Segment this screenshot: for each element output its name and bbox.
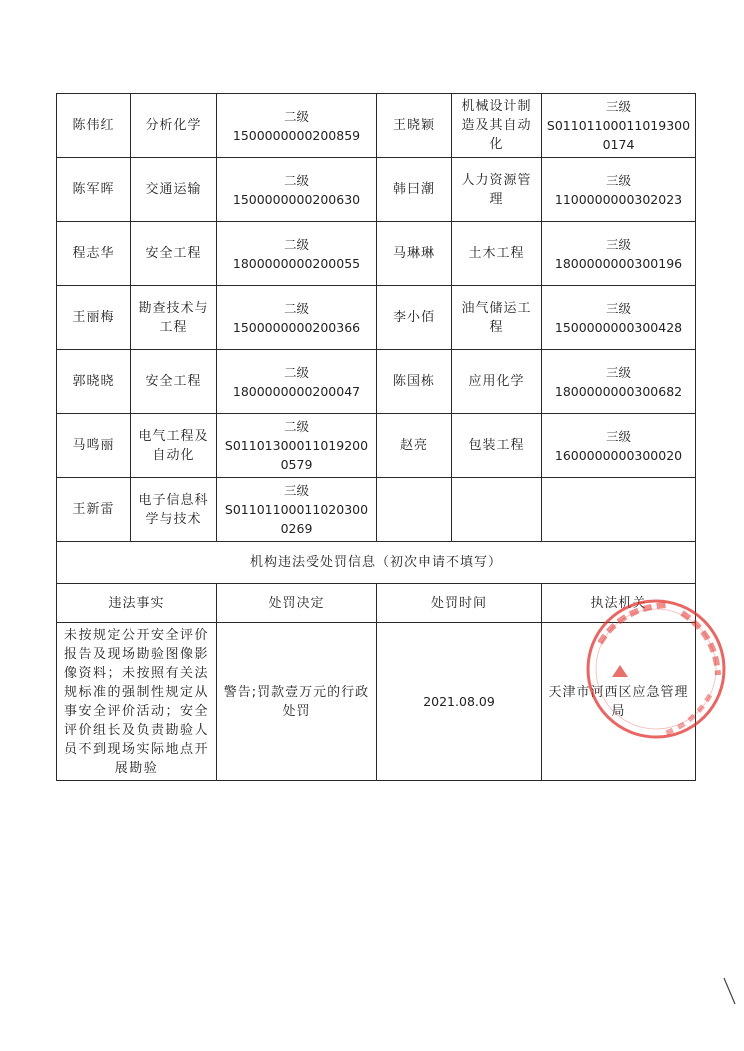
penalty-section-title: 机构违法受处罚信息（初次申请不填写） xyxy=(57,542,696,584)
person-major: 应用化学 xyxy=(452,350,542,414)
person-name: 程志华 xyxy=(57,222,131,286)
person-major: 电气工程及自动化 xyxy=(131,414,217,478)
personnel-row xyxy=(57,286,696,350)
penalty-header-row xyxy=(57,584,696,623)
person-name: 王晓颖 xyxy=(377,94,452,158)
person-level: 二级 xyxy=(283,172,309,188)
person-cert xyxy=(217,94,377,158)
person-cert xyxy=(217,222,377,286)
header-penalty-date: 处罚时间 xyxy=(377,584,542,623)
person-name: 韩曰潮 xyxy=(377,158,452,222)
person-cert xyxy=(217,350,377,414)
person-cert-number: S011013000110192000579 xyxy=(224,438,369,472)
person-level: 二级 xyxy=(283,236,309,252)
person-level: 三级 xyxy=(605,99,631,114)
person-cert xyxy=(217,286,377,350)
penalty-date: 2021.08.09 xyxy=(377,623,542,781)
personnel-row xyxy=(57,94,696,158)
person-major: 分析化学 xyxy=(131,94,217,158)
person-cert-number: 1500000000200859 xyxy=(232,127,361,143)
header-violation-fact: 违法事实 xyxy=(57,584,217,623)
person-name: 陈国栋 xyxy=(377,350,452,414)
person-cert xyxy=(542,94,696,158)
person-cert xyxy=(542,286,696,350)
personnel-row xyxy=(57,350,696,414)
penalty-decision: 警告;罚款壹万元的行政处罚 xyxy=(217,623,377,781)
person-major: 安全工程 xyxy=(131,350,217,414)
person-cert-number: S011011000110203000269 xyxy=(224,502,369,536)
person-cert-number: 1500000000200630 xyxy=(232,191,361,207)
person-major: 勘查技术与工程 xyxy=(131,286,217,350)
person-name: 马鸣丽 xyxy=(57,414,131,478)
person-level: 三级 xyxy=(605,300,631,316)
header-enforcement-authority: 执法机关 xyxy=(542,584,696,623)
enforcement-authority: 天津市河西区应急管理局 xyxy=(542,623,696,781)
person-level: 二级 xyxy=(283,364,309,380)
person-name: 马琳琳 xyxy=(377,222,452,286)
person-level: 二级 xyxy=(283,108,309,124)
person-cert-number: 1500000000200366 xyxy=(232,319,361,335)
person-cert xyxy=(542,158,696,222)
person-level: 三级 xyxy=(605,172,631,188)
person-cert-number: S011011000110193000174 xyxy=(546,118,691,152)
person-cert xyxy=(217,478,377,542)
person-level: 三级 xyxy=(283,483,309,498)
person-name: 李小佰 xyxy=(377,286,452,350)
person-major xyxy=(452,478,542,542)
person-level: 二级 xyxy=(283,419,309,434)
person-major: 土木工程 xyxy=(452,222,542,286)
person-level: 三级 xyxy=(605,236,631,252)
person-name: 陈军晖 xyxy=(57,158,131,222)
person-cert-number: 1800000000300682 xyxy=(554,383,683,399)
person-cert xyxy=(542,350,696,414)
person-cert-number: 1800000000200055 xyxy=(232,255,361,271)
person-major: 电子信息科学与技术 xyxy=(131,478,217,542)
qualification-table xyxy=(56,93,696,781)
person-cert-number: 1800000000200047 xyxy=(232,383,361,399)
person-name: 赵亮 xyxy=(377,414,452,478)
person-level: 二级 xyxy=(283,300,309,316)
person-major: 机械设计制造及其自动化 xyxy=(452,94,542,158)
person-cert xyxy=(542,478,696,542)
person-name: 郭晓晓 xyxy=(57,350,131,414)
violation-fact: 未按规定公开安全评价报告及现场勘验图像影像资料；未按照有关法规标准的强制性规定从事安全评价活动；安全评价组长及负责勘验人员不到现场实际地点开展勘验 xyxy=(57,623,217,781)
personnel-row xyxy=(57,222,696,286)
person-cert-number: 1600000000300020 xyxy=(554,447,683,463)
personnel-row xyxy=(57,414,696,478)
person-name: 王丽梅 xyxy=(57,286,131,350)
person-major: 人力资源管理 xyxy=(452,158,542,222)
penalty-record-row xyxy=(57,623,696,781)
person-level: 三级 xyxy=(605,428,631,444)
person-name: 陈伟红 xyxy=(57,94,131,158)
personnel-row xyxy=(57,478,696,542)
person-cert-number: 1500000000300428 xyxy=(554,319,683,335)
person-cert xyxy=(542,222,696,286)
person-major: 油气储运工程 xyxy=(452,286,542,350)
person-major: 交通运输 xyxy=(131,158,217,222)
person-cert xyxy=(217,158,377,222)
penalty-caption-row xyxy=(57,542,696,584)
person-level: 三级 xyxy=(605,364,631,380)
person-major: 包装工程 xyxy=(452,414,542,478)
person-name: 王新雷 xyxy=(57,478,131,542)
person-major: 安全工程 xyxy=(131,222,217,286)
header-penalty-decision: 处罚决定 xyxy=(217,584,377,623)
person-cert xyxy=(217,414,377,478)
person-cert-number: 1100000000302023 xyxy=(554,191,683,207)
person-cert-number: 1800000000300196 xyxy=(554,255,683,271)
person-name xyxy=(377,478,452,542)
personnel-row xyxy=(57,158,696,222)
person-cert xyxy=(542,414,696,478)
